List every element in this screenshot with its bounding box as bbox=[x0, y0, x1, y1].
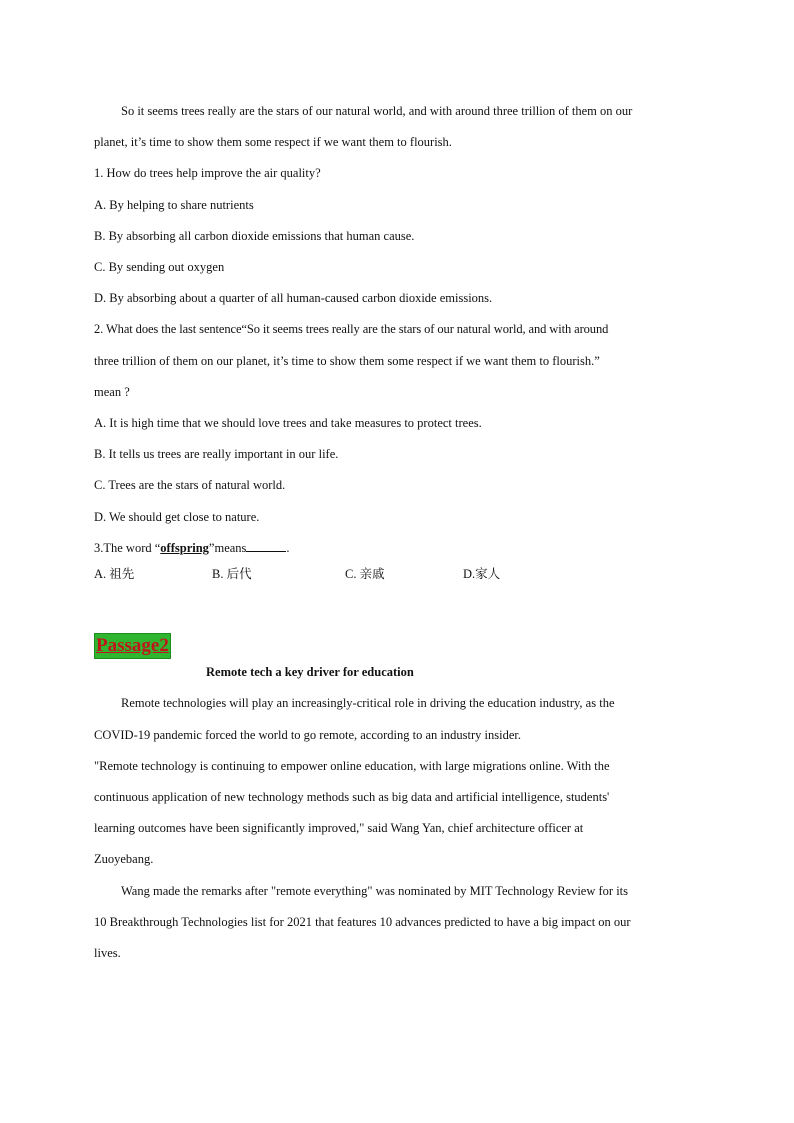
q3-option-d: D.家人 bbox=[463, 567, 501, 582]
para1-line2: planet, it’s time to show them some respect if we want them to flourish. bbox=[94, 135, 452, 150]
q3-option-a: A. 祖先 bbox=[94, 567, 135, 582]
p2-line3: learning outcomes have been significantly improved," said Wang Yan, chief architecture officer at bbox=[94, 821, 584, 836]
passage2-label: Passage2 bbox=[94, 633, 171, 659]
q3-end: . bbox=[286, 540, 290, 555]
para1-line1: So it seems trees really are the stars of our natural world, and with around three trillion of them on our bbox=[121, 104, 633, 118]
p3-line2: 10 Breakthrough Technologies list for 2021 that features 10 advances predicted to have a big impact on our bbox=[94, 914, 631, 929]
q1-option-d: D. By absorbing about a quarter of all human-caused carbon dioxide emissions. bbox=[94, 291, 493, 306]
q2-option-d: D. We should get close to nature. bbox=[94, 509, 260, 524]
q1-option-b: B. By absorbing all carbon dioxide emissions that human cause. bbox=[94, 228, 415, 243]
p2-line2: continuous application of new technology methods such as big data and artificial intelligence, students' bbox=[94, 790, 610, 805]
q3-prefix: 3.The word “ bbox=[94, 540, 161, 555]
q3-options bbox=[94, 564, 714, 595]
q2-option-c: C. Trees are the stars of natural world. bbox=[94, 478, 286, 493]
q3-option-c: C. 亲戚 bbox=[345, 567, 385, 582]
q2-question-line1: 2. What does the last sentence“So it seems trees really are the stars of our natural world, and with around bbox=[94, 322, 609, 337]
passage2-header bbox=[94, 595, 714, 657]
q3-question bbox=[94, 533, 714, 564]
p3-line1: Wang made the remarks after "remote everything" was nominated by MIT Technology Review for its bbox=[121, 883, 629, 898]
q1-option-a: A. By helping to share nutrients bbox=[94, 197, 254, 212]
q2-option-b: B. It tells us trees are really important in our life. bbox=[94, 447, 339, 462]
p1-line2: COVID-19 pandemic forced the world to go remote, according to an industry insider. bbox=[94, 727, 521, 742]
q2-option-a: A. It is high time that we should love trees and take measures to protect trees. bbox=[94, 416, 482, 431]
q1-option-c: C. By sending out oxygen bbox=[94, 260, 225, 275]
p2-line1: "Remote technology is continuing to empower online education, with large migrations online. With the bbox=[94, 758, 610, 773]
q3-suffix: ”means bbox=[208, 540, 247, 555]
p3-line3: lives. bbox=[94, 946, 121, 961]
document-page bbox=[94, 96, 714, 969]
q2-question-line3: mean ? bbox=[94, 384, 130, 399]
q3-answer-blank bbox=[246, 539, 286, 552]
q2-question-line2: three trillion of them on our planet, it’s time to show them some respect if we want them to flourish.” bbox=[94, 353, 600, 368]
q1-question: 1. How do trees help improve the air quality? bbox=[94, 166, 321, 181]
p1-line1: Remote technologies will play an increasingly-critical role in driving the education industry, as the bbox=[121, 696, 615, 711]
p2-line4: Zuoyebang. bbox=[94, 852, 154, 867]
q3-option-b: B. 后代 bbox=[212, 567, 252, 582]
passage2-title: Remote tech a key driver for education bbox=[206, 665, 414, 680]
q3-keyword: offspring bbox=[160, 540, 209, 555]
